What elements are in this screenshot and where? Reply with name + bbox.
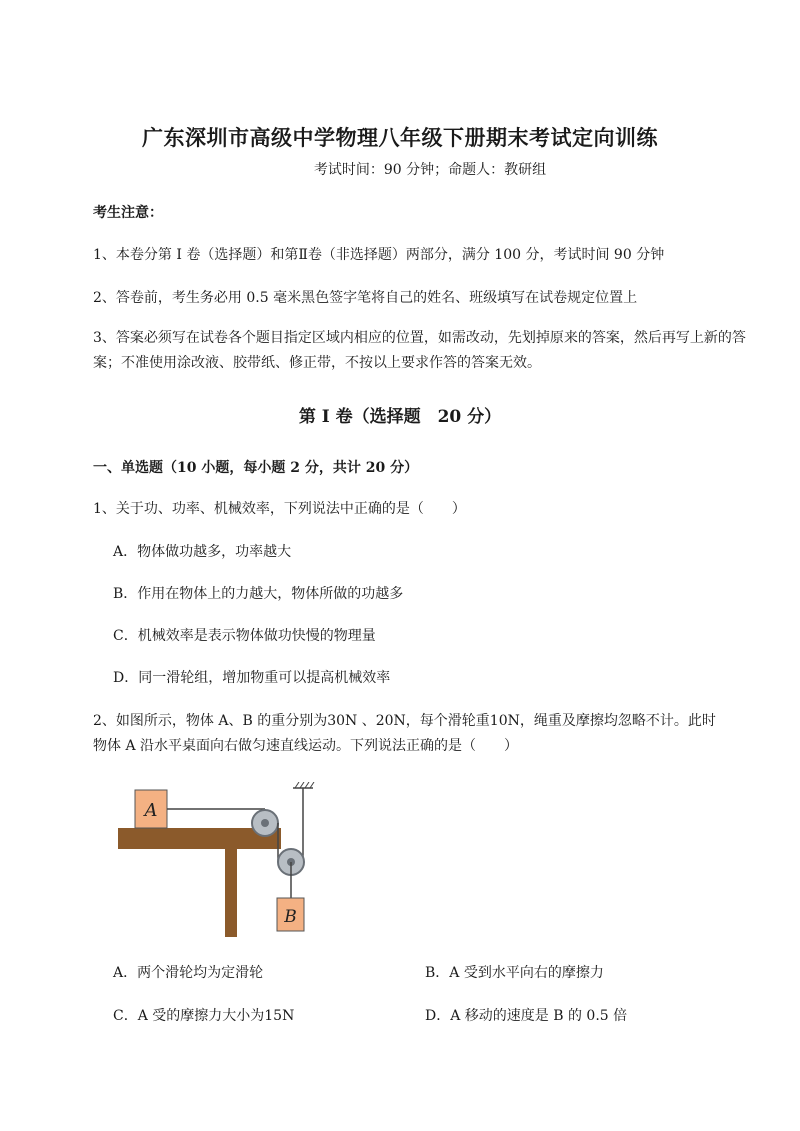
question-2-option-b[interactable]: B．A 受到水平向右的摩擦力 xyxy=(425,965,604,981)
question-2-stem-line2: 物体 A 沿水平桌面向右做匀速直线运动。下列说法正确的是（ ） xyxy=(93,738,519,754)
block-b-label: B xyxy=(284,907,297,927)
notice-item-1: 1、本卷分第 I 卷（选择题）和第Ⅱ卷（非选择题）两部分，满分 100 分，考试时间 90 分钟 xyxy=(93,247,665,263)
pulley-figure xyxy=(113,782,323,938)
question-2-option-a[interactable]: A．两个滑轮均为定滑轮 xyxy=(113,965,264,981)
block-a-label: A xyxy=(144,800,158,821)
question-1-option-a[interactable]: A．物体做功越多，功率越大 xyxy=(113,544,292,560)
question-2-option-d[interactable]: D．A 移动的速度是 B 的 0.5 倍 xyxy=(425,1008,628,1024)
page-title: 广东深圳市高级中学物理八年级下册期末考试定向训练 xyxy=(142,125,658,150)
question-1-stem: 1、关于功、功率、机械效率，下列说法中正确的是（ ） xyxy=(93,501,466,517)
notice-item-3: 3、答案必须写在试卷各个题目指定区域内相应的位置，如需改动，先划掉原来的答案，然后再写上新的答案；不准使用涂改液、胶带纸、修正带，不按以上要求作答的答案无效。 xyxy=(93,330,746,371)
question-2-option-c[interactable]: C．A 受的摩擦力大小为15N xyxy=(113,1008,295,1024)
question-1-option-d[interactable]: D．同一滑轮组，增加物重可以提高机械效率 xyxy=(113,670,391,686)
question-2-stem-line1: 2、如图所示，物体 A、B 的重分别为30N 、20N，每个滑轮重10N，绳重及摩擦均忽略不计。此时 xyxy=(93,713,716,729)
question-1-option-c[interactable]: C．机械效率是表示物体做功快慢的物理量 xyxy=(113,628,376,644)
section-heading: 一、单选题（10 小题，每小题 2 分，共计 20 分） xyxy=(93,460,419,476)
table-leg xyxy=(225,849,237,937)
question-1-option-b[interactable]: B．作用在物体上的力越大，物体所做的功越多 xyxy=(113,586,404,602)
exam-info: 考试时间：90 分钟；命题人：教研组 xyxy=(313,162,547,178)
notice-heading: 考生注意： xyxy=(93,205,163,221)
section-title: 第 I 卷（选择题 20 分） xyxy=(298,407,502,427)
notice-item-2: 2、答卷前，考生务必用 0.5 毫米黑色签字笔将自己的姓名、班级填写在试卷规定位置上 xyxy=(93,290,638,306)
